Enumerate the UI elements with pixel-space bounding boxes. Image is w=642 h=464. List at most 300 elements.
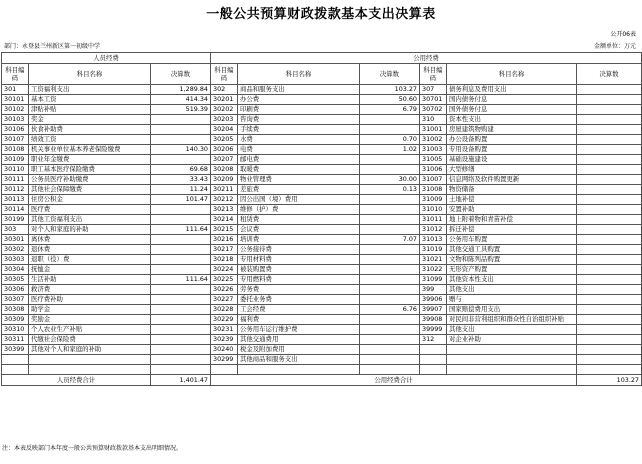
cell-amount bbox=[151, 315, 211, 325]
table-row bbox=[2, 155, 642, 165]
cell-amount bbox=[151, 125, 211, 135]
cell-code: 30305 bbox=[2, 275, 29, 285]
cell-name: 职业年金缴费 bbox=[29, 155, 151, 165]
cell-amount bbox=[577, 315, 642, 325]
cell-name bbox=[447, 355, 577, 365]
col-header-amount: 决算数 bbox=[360, 64, 420, 85]
report-title: 一般公共预算财政拨款基本支出决算表 bbox=[206, 7, 436, 22]
cell-amount: 1.02 bbox=[360, 145, 420, 155]
cell-name: 退职（役）费 bbox=[29, 255, 151, 265]
cell-name: 无形资产购置 bbox=[447, 265, 577, 275]
cell-name: 生活补助 bbox=[29, 275, 151, 285]
cell-amount bbox=[577, 195, 642, 205]
cell-amount bbox=[577, 105, 642, 115]
cell-amount bbox=[577, 185, 642, 195]
cell-name: 津贴补贴 bbox=[29, 105, 151, 115]
table-row bbox=[2, 225, 642, 235]
cell-name: 助学金 bbox=[29, 305, 151, 315]
cell-code: 39999 bbox=[420, 325, 447, 335]
cell-amount bbox=[151, 235, 211, 245]
cell-code: 30224 bbox=[211, 265, 238, 275]
cell-name: 其他支出 bbox=[447, 285, 577, 295]
cell-amount bbox=[151, 205, 211, 215]
cell-amount: 0.13 bbox=[360, 185, 420, 195]
cell-amount bbox=[577, 295, 642, 305]
cell-code: 30225 bbox=[211, 275, 238, 285]
cell-amount bbox=[577, 345, 642, 355]
cell-code: 31008 bbox=[420, 185, 447, 195]
cell-code: 30107 bbox=[2, 135, 29, 145]
department-label: 部门：永登县兰州新区第一初级中学 bbox=[4, 43, 101, 50]
cell-amount bbox=[577, 155, 642, 165]
cell-name: 专用燃料费 bbox=[238, 275, 360, 285]
cell-amount bbox=[360, 225, 420, 235]
cell-amount bbox=[151, 285, 211, 295]
table-row bbox=[2, 205, 642, 215]
cell-code: 30113 bbox=[2, 195, 29, 205]
cell-code: 30209 bbox=[211, 175, 238, 185]
cell-name: 个人农业生产补贴 bbox=[29, 325, 151, 335]
table-row bbox=[2, 325, 642, 335]
cell-code: 31007 bbox=[420, 175, 447, 185]
public-total-label: 公用经费合计 bbox=[211, 375, 577, 386]
cell-amount bbox=[577, 305, 642, 315]
cell-name: 培训费 bbox=[238, 235, 360, 245]
cell-name: 印刷费 bbox=[238, 105, 360, 115]
table-row bbox=[2, 335, 642, 345]
cell-code bbox=[420, 345, 447, 355]
expenditure-table bbox=[1, 52, 642, 386]
cell-code: 30204 bbox=[211, 125, 238, 135]
cell-amount: 11.24 bbox=[151, 185, 211, 195]
cell-amount bbox=[151, 255, 211, 265]
cell-name: 国内债务付息 bbox=[447, 95, 577, 105]
unit-label: 金额单位：万元 bbox=[593, 43, 636, 50]
table-row bbox=[2, 105, 642, 115]
cell-amount bbox=[360, 315, 420, 325]
cell-amount bbox=[151, 295, 211, 305]
cell-code: 399 bbox=[420, 285, 447, 295]
table-row bbox=[2, 345, 642, 355]
cell-name: 文物和陈列品购置 bbox=[447, 255, 577, 265]
cell-name: 伙食补助费 bbox=[29, 125, 151, 135]
cell-amount bbox=[360, 125, 420, 135]
cell-name: 福利费 bbox=[238, 315, 360, 325]
cell-name: 职工基本医疗保险缴费 bbox=[29, 165, 151, 175]
cell-code: 30206 bbox=[211, 145, 238, 155]
cell-name: 因公出国（境）费用 bbox=[238, 195, 360, 205]
cell-amount bbox=[151, 335, 211, 345]
cell-name: 其他商品和服务支出 bbox=[238, 355, 360, 365]
table-row bbox=[2, 245, 642, 255]
cell-code: 31002 bbox=[420, 135, 447, 145]
group-header-public: 公用经费 bbox=[211, 53, 642, 64]
cell-code: 30109 bbox=[2, 155, 29, 165]
cell-name: 物业管理费 bbox=[238, 175, 360, 185]
cell-code: 30239 bbox=[211, 335, 238, 345]
cell-amount bbox=[360, 325, 420, 335]
cell-name: 奖金 bbox=[29, 115, 151, 125]
form-number: 公开06表 bbox=[610, 31, 636, 38]
col-header-amount: 决算数 bbox=[577, 64, 642, 85]
cell-code: 30302 bbox=[2, 245, 29, 255]
cell-amount bbox=[360, 165, 420, 175]
table-row bbox=[2, 125, 642, 135]
cell-amount: 6.79 bbox=[360, 105, 420, 115]
cell-name: 住房公积金 bbox=[29, 195, 151, 205]
cell-code: 30217 bbox=[211, 245, 238, 255]
table-row bbox=[2, 275, 642, 285]
cell-name: 其他交通工具购置 bbox=[447, 245, 577, 255]
cell-name: 大型修缮 bbox=[447, 165, 577, 175]
cell-name bbox=[447, 345, 577, 355]
cell-code: 39906 bbox=[420, 295, 447, 305]
cell-code bbox=[420, 355, 447, 365]
cell-name: 离休费 bbox=[29, 235, 151, 245]
cell-name: 基本工资 bbox=[29, 95, 151, 105]
cell-amount: 50.60 bbox=[360, 95, 420, 105]
cell-name: 救济费 bbox=[29, 285, 151, 295]
cell-amount bbox=[360, 155, 420, 165]
cell-name: 工会经费 bbox=[238, 305, 360, 315]
cell-code: 30207 bbox=[211, 155, 238, 165]
cell-code: 307 bbox=[420, 85, 447, 95]
cell-name: 奖励金 bbox=[29, 315, 151, 325]
cell-code: 30213 bbox=[211, 205, 238, 215]
cell-amount bbox=[577, 335, 642, 345]
cell-code: 30218 bbox=[211, 255, 238, 265]
cell-code: 30228 bbox=[211, 305, 238, 315]
cell-name: 被装购置费 bbox=[238, 265, 360, 275]
cell-amount bbox=[577, 275, 642, 285]
footnote: 注：本表反映部门本年度一般公共预算财政拨款基本支出明细情况。 bbox=[2, 445, 183, 452]
cell-name: 办公费 bbox=[238, 95, 360, 105]
cell-amount bbox=[151, 265, 211, 275]
cell-name: 税金及附加费用 bbox=[238, 345, 360, 355]
cell-code: 31003 bbox=[420, 145, 447, 155]
cell-code: 303 bbox=[2, 225, 29, 235]
cell-amount bbox=[577, 95, 642, 105]
cell-code: 312 bbox=[420, 335, 447, 345]
cell-code: 39908 bbox=[420, 315, 447, 325]
table-row bbox=[2, 355, 642, 365]
cell-name: 其他交通费用 bbox=[238, 335, 360, 345]
cell-amount: 69.68 bbox=[151, 165, 211, 175]
cell-amount bbox=[151, 355, 211, 365]
cell-name: 对企业补助 bbox=[447, 335, 577, 345]
cell-amount: 30.00 bbox=[360, 175, 420, 185]
cell-amount bbox=[360, 365, 420, 375]
cell-code: 30203 bbox=[211, 115, 238, 125]
cell-code: 30306 bbox=[2, 285, 29, 295]
cell-amount bbox=[577, 285, 642, 295]
cell-name: 专用材料费 bbox=[238, 255, 360, 265]
cell-code: 31019 bbox=[420, 245, 447, 255]
table-row bbox=[2, 305, 642, 315]
cell-name: 物资储备 bbox=[447, 185, 577, 195]
cell-amount bbox=[360, 215, 420, 225]
cell-amount bbox=[360, 255, 420, 265]
cell-amount bbox=[360, 195, 420, 205]
cell-amount bbox=[360, 295, 420, 305]
cell-code: 30101 bbox=[2, 95, 29, 105]
cell-name: 公务员医疗补助缴费 bbox=[29, 175, 151, 185]
cell-code: 30303 bbox=[2, 255, 29, 265]
cell-code: 30212 bbox=[211, 195, 238, 205]
cell-name: 债务利息及费用支出 bbox=[447, 85, 577, 95]
cell-code: 30229 bbox=[211, 315, 238, 325]
cell-name: 安置补助 bbox=[447, 205, 577, 215]
cell-name: 手续费 bbox=[238, 125, 360, 135]
cell-code: 30214 bbox=[211, 215, 238, 225]
cell-amount bbox=[360, 275, 420, 285]
cell-amount bbox=[577, 365, 642, 375]
cell-name: 机关事业单位基本养老保险缴费 bbox=[29, 145, 151, 155]
cell-amount bbox=[360, 205, 420, 215]
col-header-code: 科目编码 bbox=[211, 64, 238, 85]
cell-amount bbox=[360, 285, 420, 295]
cell-code: 30301 bbox=[2, 235, 29, 245]
cell-amount bbox=[360, 345, 420, 355]
cell-code: 39907 bbox=[420, 305, 447, 315]
cell-amount bbox=[151, 365, 211, 375]
table-row bbox=[2, 285, 642, 295]
cell-code: 31005 bbox=[420, 155, 447, 165]
cell-code: 30110 bbox=[2, 165, 29, 175]
cell-amount: 111.64 bbox=[151, 225, 211, 235]
cell-amount bbox=[577, 135, 642, 145]
cell-amount bbox=[151, 345, 211, 355]
cell-code: 31010 bbox=[420, 205, 447, 215]
col-header-code: 科目编码 bbox=[420, 64, 447, 85]
cell-name bbox=[29, 355, 151, 365]
cell-amount bbox=[577, 235, 642, 245]
cell-code: 30307 bbox=[2, 295, 29, 305]
cell-name: 医疗费补助 bbox=[29, 295, 151, 305]
cell-code bbox=[420, 365, 447, 375]
cell-code: 31022 bbox=[420, 265, 447, 275]
cell-code: 30215 bbox=[211, 225, 238, 235]
cell-code: 30211 bbox=[211, 185, 238, 195]
cell-amount: 103.27 bbox=[360, 85, 420, 95]
table-row bbox=[2, 85, 642, 95]
cell-name: 水费 bbox=[238, 135, 360, 145]
cell-amount bbox=[577, 265, 642, 275]
cell-amount: 7.07 bbox=[360, 235, 420, 245]
cell-name: 房屋建筑物购建 bbox=[447, 125, 577, 135]
cell-name: 专用设备购置 bbox=[447, 145, 577, 155]
cell-name: 邮电费 bbox=[238, 155, 360, 165]
cell-amount: 101.47 bbox=[151, 195, 211, 205]
col-header-amount: 决算数 bbox=[151, 64, 211, 85]
cell-code: 30231 bbox=[211, 325, 238, 335]
table-row bbox=[2, 195, 642, 205]
cell-code: 30299 bbox=[211, 355, 238, 365]
cell-amount bbox=[360, 355, 420, 365]
table-row bbox=[2, 265, 642, 275]
table-row bbox=[2, 95, 642, 105]
cell-amount bbox=[577, 85, 642, 95]
table-row bbox=[2, 215, 642, 225]
table-row bbox=[2, 235, 642, 245]
cell-code: 30702 bbox=[420, 105, 447, 115]
cell-amount bbox=[360, 265, 420, 275]
cell-name: 其他支出 bbox=[447, 325, 577, 335]
cell-code: 30201 bbox=[211, 95, 238, 105]
cell-code: 30308 bbox=[2, 305, 29, 315]
table-row bbox=[2, 135, 642, 145]
cell-code: 31099 bbox=[420, 275, 447, 285]
cell-amount bbox=[577, 255, 642, 265]
col-header-name: 科目名称 bbox=[447, 64, 577, 85]
cell-amount bbox=[577, 175, 642, 185]
cell-name: 商品和服务支出 bbox=[238, 85, 360, 95]
cell-code: 301 bbox=[2, 85, 29, 95]
personnel-total-label: 人员经费合计 bbox=[2, 375, 151, 386]
cell-amount bbox=[577, 125, 642, 135]
cell-code: 30216 bbox=[211, 235, 238, 245]
cell-name: 对民间非营利组织和群众性自治组织补贴 bbox=[447, 315, 577, 325]
cell-name: 对个人和家庭的补助 bbox=[29, 225, 151, 235]
cell-amount: 1,289.84 bbox=[151, 85, 211, 95]
cell-amount bbox=[151, 155, 211, 165]
cell-code: 30114 bbox=[2, 205, 29, 215]
cell-amount bbox=[577, 355, 642, 365]
cell-amount: 33.43 bbox=[151, 175, 211, 185]
cell-name: 电费 bbox=[238, 145, 360, 155]
cell-name: 抚恤金 bbox=[29, 265, 151, 275]
cell-name: 医疗费 bbox=[29, 205, 151, 215]
col-header-name: 科目名称 bbox=[238, 64, 360, 85]
table-row bbox=[2, 165, 642, 175]
cell-amount bbox=[151, 325, 211, 335]
cell-amount bbox=[360, 335, 420, 345]
cell-name: 其他工资福利支出 bbox=[29, 215, 151, 225]
cell-name: 办公设备购置 bbox=[447, 135, 577, 145]
cell-name: 拆迁补偿 bbox=[447, 225, 577, 235]
cell-code bbox=[2, 365, 29, 375]
cell-name: 租赁费 bbox=[238, 215, 360, 225]
col-header-name: 科目名称 bbox=[29, 64, 151, 85]
cell-code: 31013 bbox=[420, 235, 447, 245]
cell-name: 劳务费 bbox=[238, 285, 360, 295]
cell-amount: 140.30 bbox=[151, 145, 211, 155]
cell-name: 信息网络及软件购置更新 bbox=[447, 175, 577, 185]
cell-name: 代缴社会保险费 bbox=[29, 335, 151, 345]
cell-amount bbox=[577, 225, 642, 235]
cell-name: 差旅费 bbox=[238, 185, 360, 195]
cell-amount: 111.64 bbox=[151, 275, 211, 285]
cell-name: 资本性支出 bbox=[447, 115, 577, 125]
cell-amount bbox=[151, 245, 211, 255]
public-total-value: 103.27 bbox=[577, 375, 642, 386]
cell-name: 赠与 bbox=[447, 295, 577, 305]
cell-amount bbox=[360, 115, 420, 125]
cell-name: 绩效工资 bbox=[29, 135, 151, 145]
cell-code: 310 bbox=[420, 115, 447, 125]
cell-name: 咨询费 bbox=[238, 115, 360, 125]
cell-name: 公务用车购置 bbox=[447, 235, 577, 245]
cell-code: 30240 bbox=[211, 345, 238, 355]
cell-name: 国家赔偿费用支出 bbox=[447, 305, 577, 315]
cell-name: 其他资本性支出 bbox=[447, 275, 577, 285]
cell-name bbox=[447, 365, 577, 375]
cell-name: 会议费 bbox=[238, 225, 360, 235]
cell-name: 维修（护）费 bbox=[238, 205, 360, 215]
cell-amount bbox=[577, 325, 642, 335]
cell-code: 30227 bbox=[211, 295, 238, 305]
cell-code: 30102 bbox=[2, 105, 29, 115]
personnel-total-value: 1,401.47 bbox=[151, 375, 211, 386]
cell-name: 工资福利支出 bbox=[29, 85, 151, 95]
table-row bbox=[2, 145, 642, 155]
cell-code: 31001 bbox=[420, 125, 447, 135]
cell-name: 公务接待费 bbox=[238, 245, 360, 255]
cell-code: 30309 bbox=[2, 315, 29, 325]
col-header-code: 科目编码 bbox=[2, 64, 29, 85]
cell-name: 土地补偿 bbox=[447, 195, 577, 205]
table-row bbox=[2, 175, 642, 185]
cell-code: 31009 bbox=[420, 195, 447, 205]
cell-amount bbox=[577, 205, 642, 215]
cell-code: 30310 bbox=[2, 325, 29, 335]
cell-amount bbox=[577, 145, 642, 155]
cell-code bbox=[2, 355, 29, 365]
cell-code: 30112 bbox=[2, 185, 29, 195]
cell-name bbox=[238, 365, 360, 375]
cell-code: 30106 bbox=[2, 125, 29, 135]
cell-code: 30111 bbox=[2, 175, 29, 185]
cell-amount: 0.70 bbox=[360, 135, 420, 145]
cell-amount bbox=[360, 245, 420, 255]
cell-code: 30399 bbox=[2, 345, 29, 355]
table-row bbox=[2, 295, 642, 305]
cell-amount: 414.34 bbox=[151, 95, 211, 105]
cell-name: 地上附着物和青苗补偿 bbox=[447, 215, 577, 225]
cell-name: 取暖费 bbox=[238, 165, 360, 175]
cell-name: 退休费 bbox=[29, 245, 151, 255]
cell-code: 30103 bbox=[2, 115, 29, 125]
cell-amount bbox=[151, 215, 211, 225]
table-row bbox=[2, 255, 642, 265]
table-row bbox=[2, 115, 642, 125]
cell-code: 31021 bbox=[420, 255, 447, 265]
cell-amount bbox=[577, 215, 642, 225]
cell-code: 30205 bbox=[211, 135, 238, 145]
table-row bbox=[2, 365, 642, 375]
cell-amount bbox=[577, 245, 642, 255]
cell-name: 国外债务付息 bbox=[447, 105, 577, 115]
cell-code: 30199 bbox=[2, 215, 29, 225]
group-header-personnel: 人员经费 bbox=[2, 53, 211, 64]
table-row bbox=[2, 315, 642, 325]
cell-name bbox=[29, 365, 151, 375]
cell-amount: 519.39 bbox=[151, 105, 211, 115]
cell-code: 30108 bbox=[2, 145, 29, 155]
cell-amount: 6.76 bbox=[360, 305, 420, 315]
cell-code: 30226 bbox=[211, 285, 238, 295]
cell-code: 30701 bbox=[420, 95, 447, 105]
cell-code: 31012 bbox=[420, 225, 447, 235]
cell-code: 31011 bbox=[420, 215, 447, 225]
cell-code: 30311 bbox=[2, 335, 29, 345]
cell-code: 30202 bbox=[211, 105, 238, 115]
cell-amount bbox=[577, 165, 642, 175]
cell-amount bbox=[151, 305, 211, 315]
cell-name: 其他社会保障缴费 bbox=[29, 185, 151, 195]
cell-code: 30304 bbox=[2, 265, 29, 275]
cell-amount bbox=[151, 135, 211, 145]
